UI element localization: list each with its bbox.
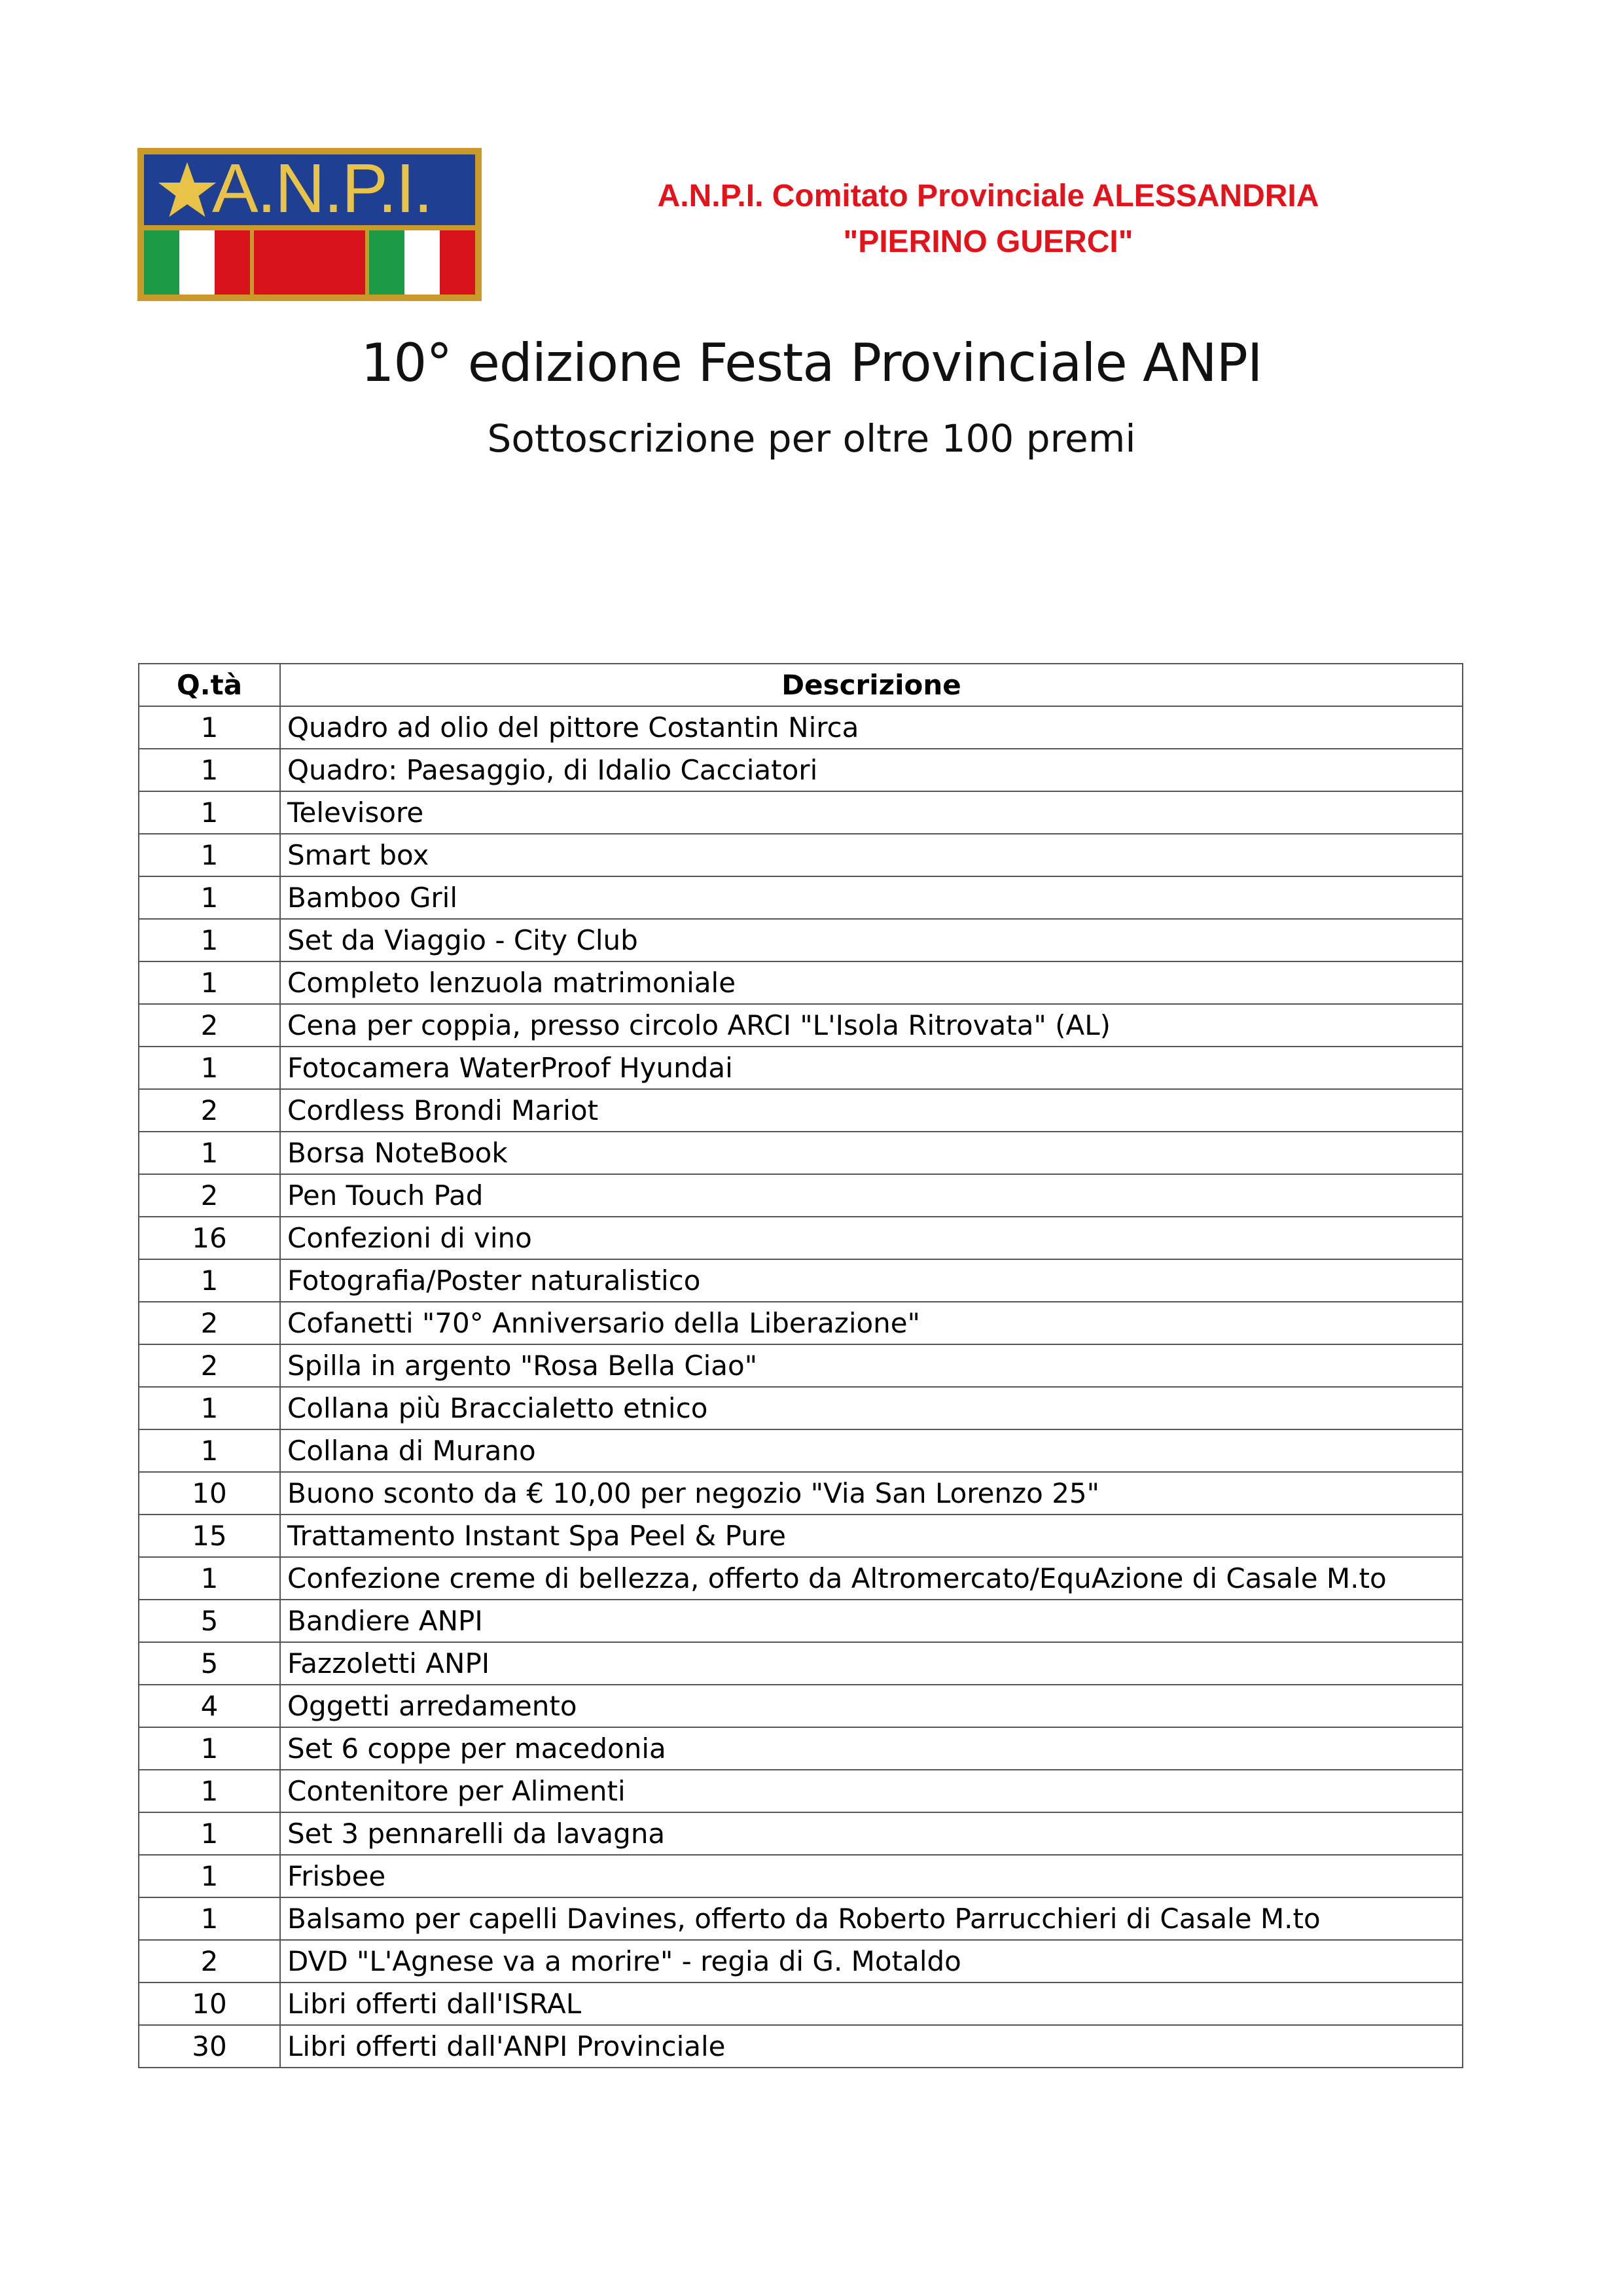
star-icon [157,160,217,220]
qty-cell: 1 [139,1259,280,1302]
table-row [139,1259,1463,1302]
table-row [139,2025,1463,2068]
qty-cell: 10 [139,1982,280,2025]
logo-flag-band [144,230,475,295]
table-row [139,1302,1463,1344]
table-row [139,1429,1463,1472]
description-cell: Collana di Murano [280,1429,1463,1472]
qty-cell: 2 [139,1302,280,1344]
description-cell: Bandiere ANPI [280,1600,1463,1642]
table-row [139,1557,1463,1600]
qty-cell: 30 [139,2025,280,2068]
description-cell: Smart box [280,834,1463,876]
table-row [139,1940,1463,1982]
description-cell: Libri offerti dall'ANPI Provinciale [280,2025,1463,2068]
qty-cell: 1 [139,1812,280,1855]
description-cell: Fazzoletti ANPI [280,1642,1463,1685]
page-subtitle: Sottoscrizione per oltre 100 premi [487,416,1136,461]
table-row [139,834,1463,876]
description-cell: Trattamento Instant Spa Peel & Pure [280,1515,1463,1557]
description-cell: Fotografia/Poster naturalistico [280,1259,1463,1302]
table-row [139,1897,1463,1940]
table-row [139,1217,1463,1259]
description-cell: Televisore [280,791,1463,834]
logo-blue-band [144,154,475,225]
qty-cell: 1 [139,1132,280,1174]
table-row [139,1770,1463,1812]
qty-cell: 1 [139,1727,280,1770]
qty-cell: 1 [139,1897,280,1940]
table-row [139,791,1463,834]
qty-cell: 1 [139,706,280,749]
description-cell: Spilla in argento "Rosa Bella Ciao" [280,1344,1463,1387]
qty-cell: 1 [139,1429,280,1472]
description-cell: Cordless Brondi Mariot [280,1089,1463,1132]
qty-cell: 2 [139,1004,280,1047]
table-row [139,1855,1463,1897]
table-row [139,1089,1463,1132]
description-cell: Completo lenzuola matrimoniale [280,961,1463,1004]
description-cell: Frisbee [280,1855,1463,1897]
qty-cell: 2 [139,1940,280,1982]
description-cell: Buono sconto da € 10,00 per negozio "Via San Lorenzo 25" [280,1472,1463,1515]
qty-cell: 1 [139,834,280,876]
description-cell: Quadro ad olio del pittore Costantin Nirca [280,706,1463,749]
table-row [139,876,1463,919]
description-cell: Oggetti arredamento [280,1685,1463,1727]
table-row [139,1047,1463,1089]
table-row [139,1982,1463,2025]
description-cell: Quadro: Paesaggio, di Idalio Cacciatori [280,749,1463,791]
table-row [139,1727,1463,1770]
logo-red-panel [254,230,365,295]
table-row [139,1344,1463,1387]
organization-dedication: "PIERINO GUERCI" [843,224,1133,259]
description-cell: DVD "L'Agnese va a morire" - regia di G. Motaldo [280,1940,1463,1982]
page-title: 10° edizione Festa Provinciale ANPI [361,332,1262,393]
organization-name: A.N.P.I. Comitato Provinciale ALESSANDRIA [657,179,1319,213]
qty-cell: 2 [139,1174,280,1217]
description-cell: Borsa NoteBook [280,1132,1463,1174]
table-row [139,1642,1463,1685]
qty-cell: 2 [139,1344,280,1387]
description-cell: Confezione creme di bellezza, offerto da Altromercato/EquAzione di Casale M.to [280,1557,1463,1600]
table-row [139,1600,1463,1642]
column-header-description: Descrizione [280,664,1463,706]
table-row [139,706,1463,749]
table-row [139,961,1463,1004]
qty-cell: 1 [139,1047,280,1089]
qty-cell: 1 [139,1557,280,1600]
description-cell: Libri offerti dall'ISRAL [280,1982,1463,2025]
table-row [139,1174,1463,1217]
qty-cell: 2 [139,1089,280,1132]
table-header-row [139,664,1463,706]
qty-cell: 1 [139,791,280,834]
description-cell: Set 6 coppe per macedonia [280,1727,1463,1770]
table-row [139,1387,1463,1429]
description-cell: Balsamo per capelli Davines, offerto da Roberto Parrucchieri di Casale M.to [280,1897,1463,1940]
qty-cell: 16 [139,1217,280,1259]
column-header-qty: Q.tà [139,664,280,706]
qty-cell: 4 [139,1685,280,1727]
qty-cell: 1 [139,1855,280,1897]
qty-cell: 1 [139,919,280,961]
description-cell: Pen Touch Pad [280,1174,1463,1217]
description-cell: Contenitore per Alimenti [280,1770,1463,1812]
description-cell: Set 3 pennarelli da lavagna [280,1812,1463,1855]
qty-cell: 1 [139,961,280,1004]
italian-flag-left [144,230,250,295]
description-cell: Cena per coppia, presso circolo ARCI "L'Isola Ritrovata" (AL) [280,1004,1463,1047]
qty-cell: 1 [139,1387,280,1429]
description-cell: Confezioni di vino [280,1217,1463,1259]
description-cell: Bamboo Gril [280,876,1463,919]
prize-table [138,663,1463,2068]
description-cell: Cofanetti "70° Anniversario della Liberazione" [280,1302,1463,1344]
table-row [139,749,1463,791]
description-cell: Set da Viaggio - City Club [280,919,1463,961]
table-row [139,1685,1463,1727]
anpi-logo [137,148,482,301]
logo-divider [144,225,475,230]
description-cell: Fotocamera WaterProof Hyundai [280,1047,1463,1089]
qty-cell: 10 [139,1472,280,1515]
table-row [139,919,1463,961]
description-cell: Collana più Braccialetto etnico [280,1387,1463,1429]
qty-cell: 1 [139,749,280,791]
qty-cell: 1 [139,1770,280,1812]
qty-cell: 5 [139,1642,280,1685]
table-row [139,1132,1463,1174]
table-row [139,1515,1463,1557]
table-row [139,1004,1463,1047]
qty-cell: 5 [139,1600,280,1642]
table-row [139,1472,1463,1515]
qty-cell: 1 [139,876,280,919]
qty-cell: 15 [139,1515,280,1557]
logo-text: A.N.P.I. [212,154,432,225]
table-row [139,1812,1463,1855]
italian-flag-right [369,230,475,295]
